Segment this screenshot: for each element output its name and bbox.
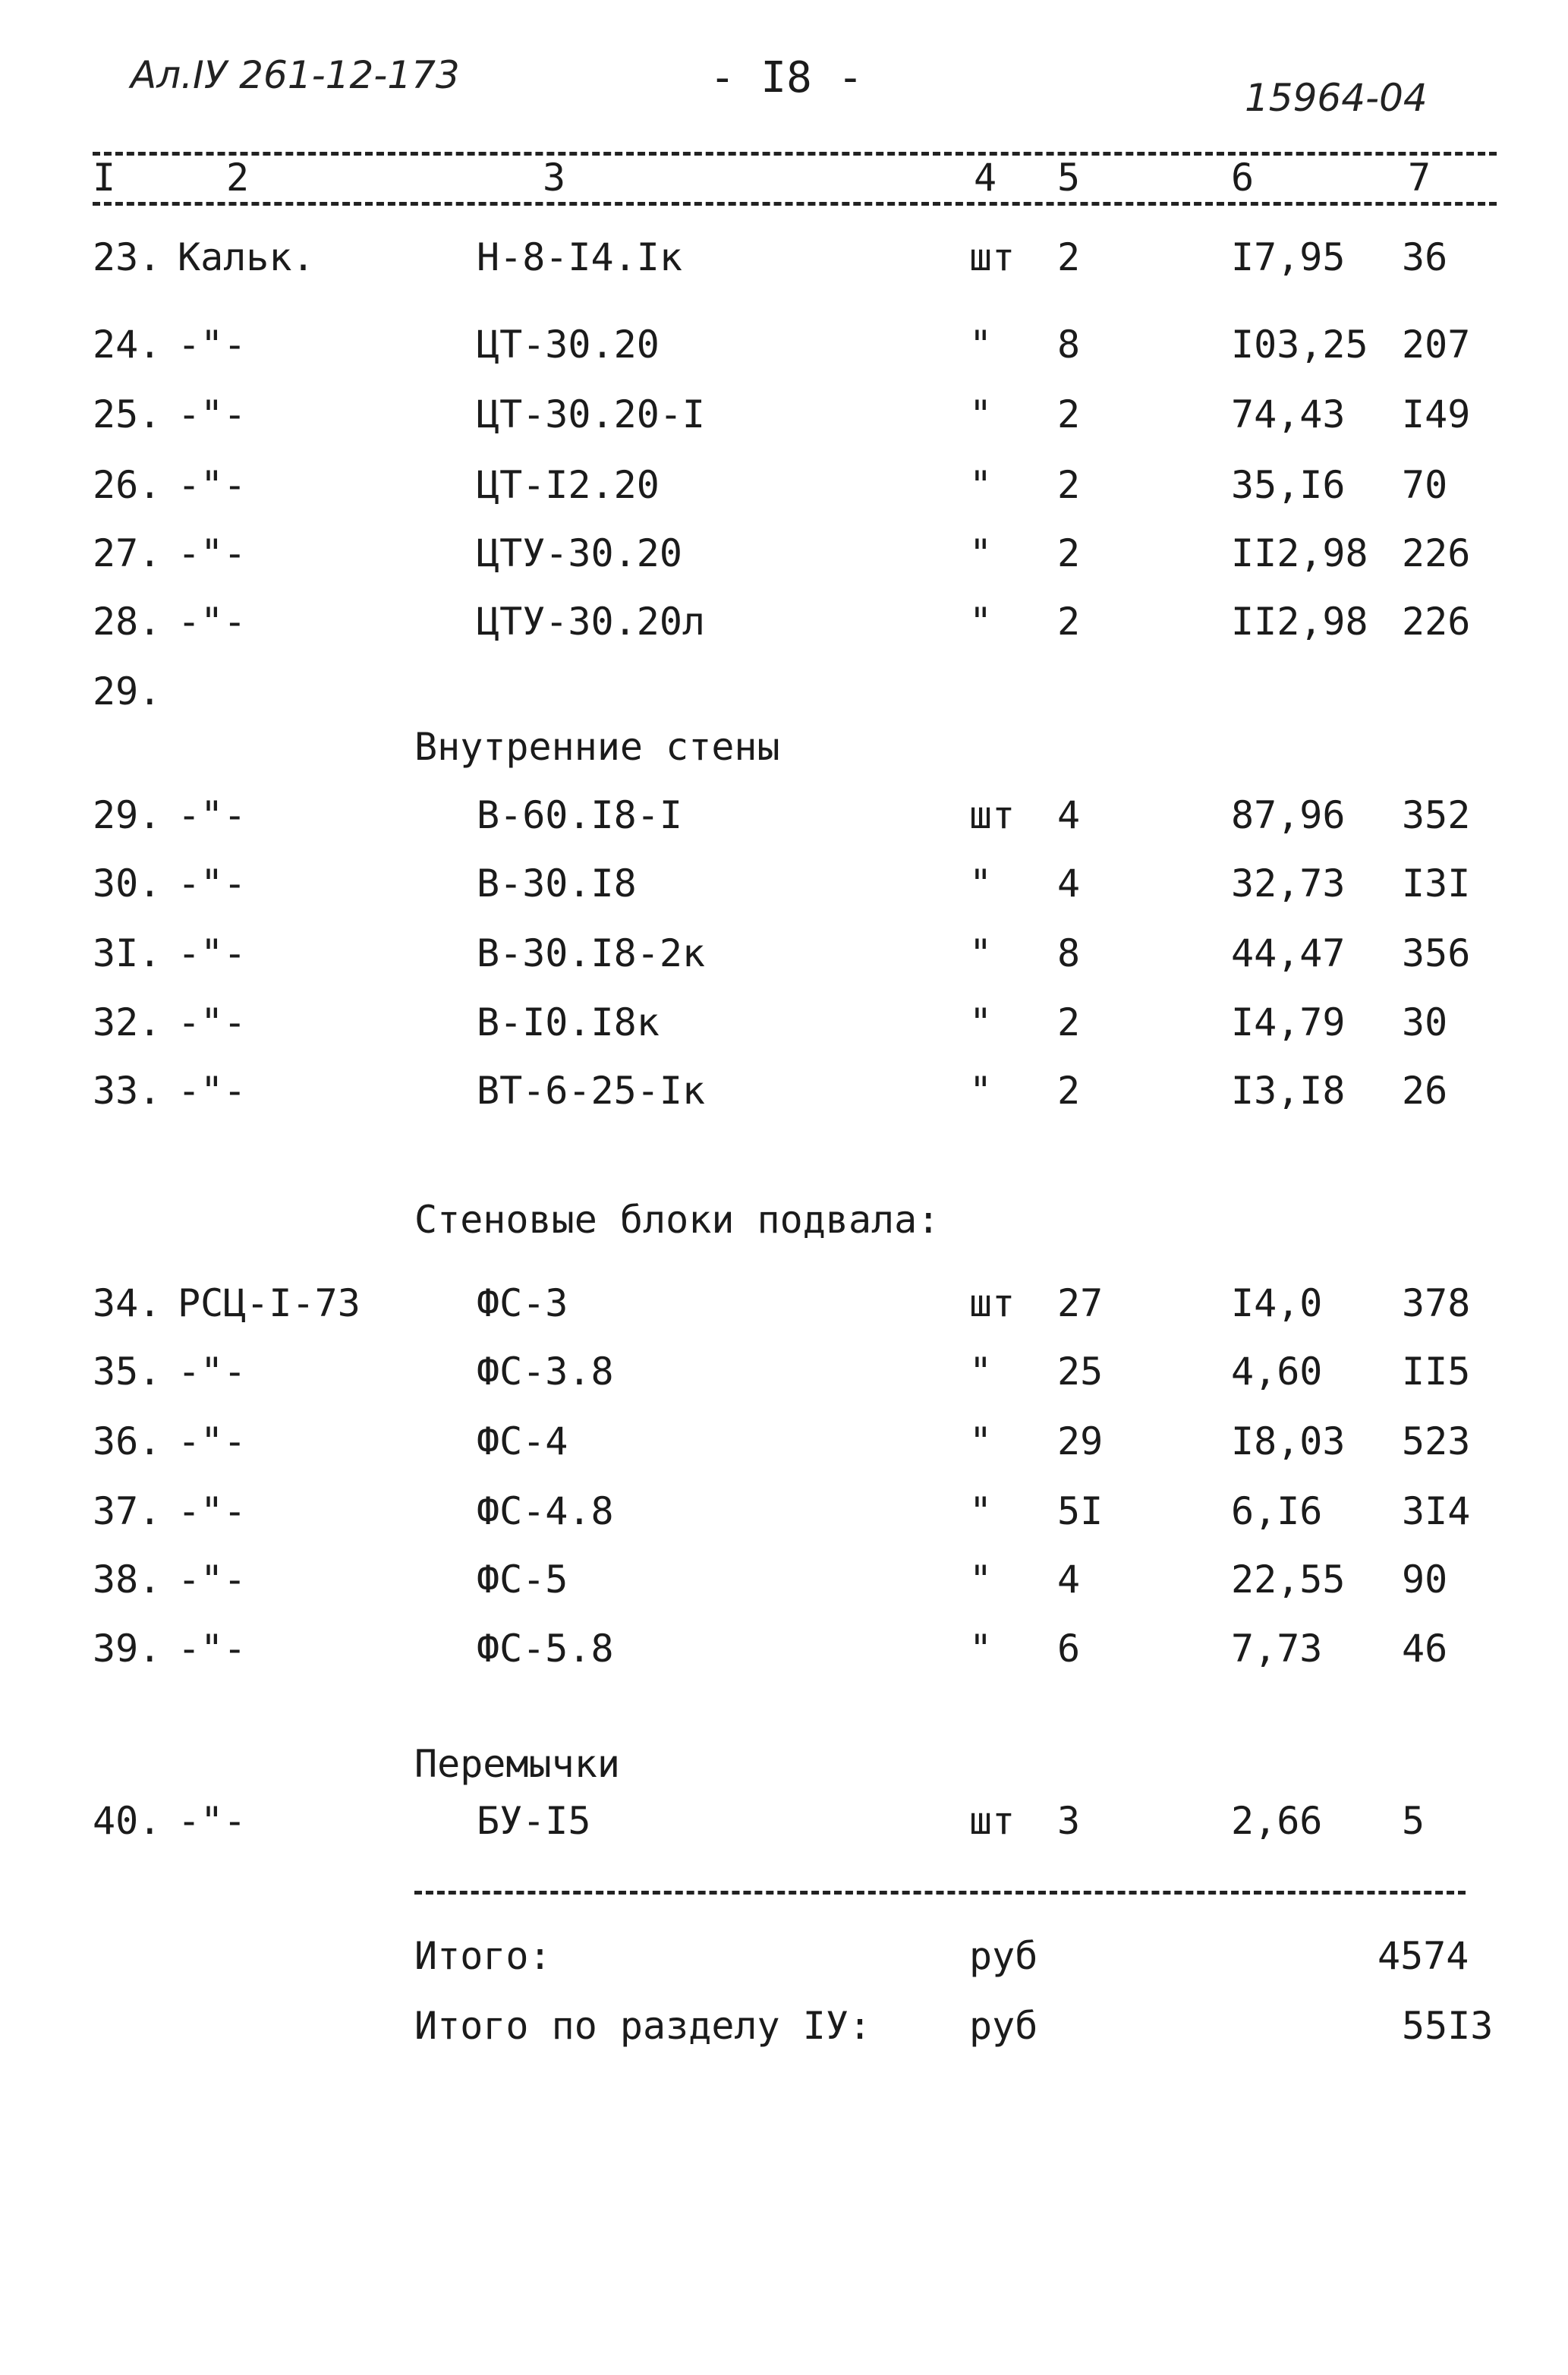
- row-price: II2,98: [1231, 531, 1368, 575]
- table-row: [0, 669, 1568, 730]
- table-row: [0, 600, 1568, 660]
- section-title-basement-blocks: Стеновые блоки подвала:: [414, 1198, 940, 1242]
- row-number: 29.: [93, 793, 162, 837]
- col-header-5: 5: [1057, 156, 1081, 200]
- table-row: [0, 793, 1568, 854]
- row-mark: ЦТ-I2.20: [477, 463, 660, 507]
- row-reference: -"-: [178, 463, 247, 507]
- row-number: 37.: [93, 1489, 162, 1533]
- row-price: 7,73: [1231, 1627, 1323, 1671]
- row-sum: I3I: [1402, 861, 1471, 906]
- row-sum: 523: [1402, 1419, 1471, 1463]
- row-number: 29.: [93, 669, 162, 713]
- row-mark: ФС-3: [477, 1281, 568, 1325]
- row-price: I7,95: [1231, 235, 1346, 279]
- row-number: 28.: [93, 600, 162, 644]
- subtotal-unit: руб: [969, 1934, 1038, 1978]
- row-price: 2,66: [1231, 1799, 1323, 1843]
- row-mark: ФС-3.8: [477, 1350, 614, 1394]
- row-sum: 378: [1402, 1281, 1471, 1325]
- row-price: 44,47: [1231, 931, 1346, 975]
- row-number: 26.: [93, 463, 162, 507]
- row-reference: -"-: [178, 1000, 247, 1044]
- row-price: II2,98: [1231, 600, 1368, 644]
- row-sum: 70: [1402, 463, 1448, 507]
- row-sum: 356: [1402, 931, 1471, 975]
- table-row: [0, 1419, 1568, 1480]
- row-sum: 26: [1402, 1069, 1448, 1113]
- header-underline: [93, 202, 1497, 206]
- row-reference: -"-: [178, 1069, 247, 1113]
- table-row: [0, 1350, 1568, 1410]
- row-mark: В-30.I8: [477, 861, 637, 906]
- row-reference: РСЦ-I-73: [178, 1281, 361, 1325]
- row-unit: ": [969, 1419, 993, 1463]
- row-quantity: 4: [1057, 861, 1081, 906]
- row-mark: ФС-5.8: [477, 1627, 614, 1671]
- page-number: - I8 -: [710, 53, 864, 102]
- row-quantity: 8: [1057, 323, 1081, 367]
- row-mark: ЦТ-30.20-I: [477, 392, 706, 436]
- row-unit: ": [969, 600, 993, 644]
- row-unit: шт: [969, 1281, 1015, 1325]
- row-sum: II5: [1402, 1350, 1471, 1394]
- row-price: 87,96: [1231, 793, 1346, 837]
- totals-divider: [414, 1891, 1466, 1895]
- row-reference: -"-: [178, 323, 247, 367]
- row-unit: ": [969, 1627, 993, 1671]
- row-number: 3I.: [93, 931, 162, 975]
- row-unit: ": [969, 463, 993, 507]
- col-header-1: I: [93, 156, 116, 200]
- row-price: 6,I6: [1231, 1489, 1323, 1533]
- row-sum: 3I4: [1402, 1489, 1471, 1533]
- col-header-2: 2: [226, 156, 250, 200]
- row-unit: ": [969, 1489, 993, 1533]
- row-number: 38.: [93, 1558, 162, 1602]
- row-quantity: 2: [1057, 1000, 1081, 1044]
- row-unit: ": [969, 1000, 993, 1044]
- table-row: [0, 1069, 1568, 1129]
- row-unit: ": [969, 1350, 993, 1394]
- row-mark: ЦТУ-30.20л: [477, 600, 706, 644]
- row-unit: шт: [969, 793, 1015, 837]
- table-row: [0, 931, 1568, 992]
- col-header-6: 6: [1231, 156, 1255, 200]
- table-row: [0, 463, 1568, 524]
- table-row: [0, 1558, 1568, 1618]
- row-quantity: 8: [1057, 931, 1081, 975]
- row-quantity: 29: [1057, 1419, 1104, 1463]
- col-header-4: 4: [974, 156, 997, 200]
- row-unit: ": [969, 861, 993, 906]
- row-sum: 5: [1402, 1799, 1425, 1843]
- row-reference: -"-: [178, 861, 247, 906]
- row-mark: ФС-4: [477, 1419, 568, 1463]
- row-number: 36.: [93, 1419, 162, 1463]
- row-number: 40.: [93, 1799, 162, 1843]
- row-quantity: 2: [1057, 600, 1081, 644]
- row-sum: 226: [1402, 531, 1471, 575]
- row-unit: ": [969, 392, 993, 436]
- row-price: 35,I6: [1231, 463, 1346, 507]
- row-price: I4,79: [1231, 1000, 1346, 1044]
- row-number: 32.: [93, 1000, 162, 1044]
- table-row: [0, 861, 1568, 922]
- row-mark: ВТ-6-25-Iк: [477, 1069, 706, 1113]
- col-header-7: 7: [1408, 156, 1431, 200]
- row-number: 39.: [93, 1627, 162, 1671]
- section-total-value: 55I3: [1402, 2004, 1494, 2048]
- table-row: [0, 1627, 1568, 1687]
- table-row: [0, 1281, 1568, 1342]
- row-mark: Н-8-I4.Iк: [477, 235, 682, 279]
- row-sum: 207: [1402, 323, 1471, 367]
- row-number: 34.: [93, 1281, 162, 1325]
- row-reference: -"-: [178, 392, 247, 436]
- row-number: 24.: [93, 323, 162, 367]
- row-reference: -"-: [178, 600, 247, 644]
- row-sum: 46: [1402, 1627, 1448, 1671]
- row-reference: -"-: [178, 531, 247, 575]
- row-mark: В-30.I8-2к: [477, 931, 706, 975]
- row-mark: ЦТ-30.20: [477, 323, 660, 367]
- table-row: [0, 531, 1568, 592]
- row-reference: -"-: [178, 1350, 247, 1394]
- row-mark: ЦТУ-30.20: [477, 531, 682, 575]
- row-quantity: 2: [1057, 392, 1081, 436]
- archive-code-note: Ал.IУ 261-12-173: [131, 53, 460, 97]
- row-price: 22,55: [1231, 1558, 1346, 1602]
- row-reference: -"-: [178, 1489, 247, 1533]
- row-quantity: 2: [1057, 235, 1081, 279]
- subtotal-value: 4574: [1378, 1934, 1469, 1978]
- row-unit: ": [969, 531, 993, 575]
- table-row: [0, 235, 1568, 296]
- row-unit: шт: [969, 235, 1015, 279]
- table-row: [0, 392, 1568, 453]
- row-mark: ФС-4.8: [477, 1489, 614, 1533]
- row-number: 25.: [93, 392, 162, 436]
- row-mark: БУ-I5: [477, 1799, 591, 1843]
- row-quantity: 2: [1057, 463, 1081, 507]
- document-number-note: 15964-04: [1245, 76, 1428, 120]
- row-number: 30.: [93, 861, 162, 906]
- row-sum: 90: [1402, 1558, 1448, 1602]
- row-mark: В-60.I8-I: [477, 793, 682, 837]
- row-sum: 36: [1402, 235, 1448, 279]
- subtotal-label: Итого:: [414, 1934, 552, 1978]
- row-quantity: 3: [1057, 1799, 1081, 1843]
- row-quantity: 2: [1057, 1069, 1081, 1113]
- row-price: 74,43: [1231, 392, 1346, 436]
- row-number: 27.: [93, 531, 162, 575]
- row-sum: I49: [1402, 392, 1471, 436]
- table-row: [0, 323, 1568, 383]
- section-title-inner-walls: Внутренние стены: [414, 725, 780, 769]
- row-reference: -"-: [178, 1627, 247, 1671]
- row-reference: Кальк.: [178, 235, 315, 279]
- row-quantity: 6: [1057, 1627, 1081, 1671]
- row-quantity: 5I: [1057, 1489, 1104, 1533]
- row-price: 32,73: [1231, 861, 1346, 906]
- row-quantity: 27: [1057, 1281, 1104, 1325]
- section-title-lintels: Перемычки: [414, 1742, 620, 1786]
- row-number: 35.: [93, 1350, 162, 1394]
- row-price: I8,03: [1231, 1419, 1346, 1463]
- row-quantity: 4: [1057, 1558, 1081, 1602]
- table-row: [0, 1000, 1568, 1061]
- row-reference: -"-: [178, 931, 247, 975]
- row-mark: В-I0.I8к: [477, 1000, 660, 1044]
- row-unit: ": [969, 323, 993, 367]
- row-number: 23.: [93, 235, 162, 279]
- row-sum: 352: [1402, 793, 1471, 837]
- row-unit: шт: [969, 1799, 1015, 1843]
- row-quantity: 25: [1057, 1350, 1104, 1394]
- row-price: 4,60: [1231, 1350, 1323, 1394]
- row-reference: -"-: [178, 1419, 247, 1463]
- col-header-3: 3: [543, 156, 566, 200]
- row-price: I3,I8: [1231, 1069, 1346, 1113]
- row-reference: -"-: [178, 1799, 247, 1843]
- table-row: [0, 1799, 1568, 1860]
- row-reference: -"-: [178, 1558, 247, 1602]
- row-mark: ФС-5: [477, 1558, 568, 1602]
- row-quantity: 4: [1057, 793, 1081, 837]
- row-unit: ": [969, 1558, 993, 1602]
- section-total-unit: руб: [969, 2004, 1038, 2048]
- row-price: I4,0: [1231, 1281, 1323, 1325]
- column-header-row: [0, 156, 1568, 209]
- row-number: 33.: [93, 1069, 162, 1113]
- table-row: [0, 1489, 1568, 1550]
- row-sum: 226: [1402, 600, 1471, 644]
- row-unit: ": [969, 1069, 993, 1113]
- row-reference: -"-: [178, 793, 247, 837]
- row-sum: 30: [1402, 1000, 1448, 1044]
- section-total-label: Итого по разделу IУ:: [414, 2004, 872, 2048]
- row-unit: ": [969, 931, 993, 975]
- row-quantity: 2: [1057, 531, 1081, 575]
- row-price: I03,25: [1231, 323, 1368, 367]
